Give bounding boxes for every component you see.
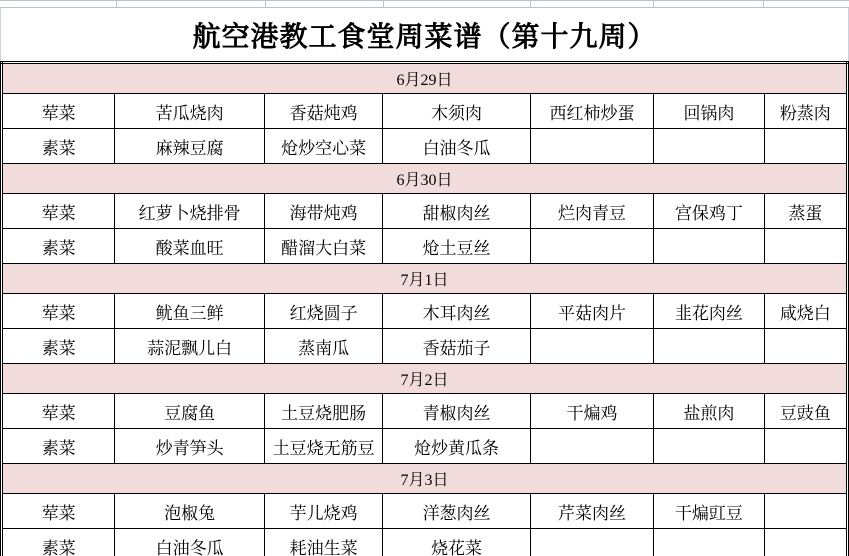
dish-cell: 苦瓜烧肉 — [115, 94, 265, 129]
dish-cell — [530, 129, 653, 164]
dish-cell: 干煸鸡 — [530, 394, 653, 429]
title-bar — [0, 8, 849, 61]
dish-cell: 木耳肉丝 — [383, 294, 531, 329]
dish-cell: 白油冬瓜 — [383, 129, 531, 164]
dish-cell — [764, 429, 847, 464]
row-type-label: 素菜 — [2, 529, 115, 556]
row-type-label: 荤菜 — [2, 494, 115, 529]
date-header-row — [2, 464, 848, 494]
row-type-label: 素菜 — [2, 329, 115, 364]
gridline — [383, 1, 384, 7]
dish-cell: 木须肉 — [383, 94, 531, 129]
dish-cell: 炝炒黄瓜条 — [383, 429, 531, 464]
dish-cell — [530, 529, 653, 556]
veg-dishes-row — [2, 529, 848, 556]
meat-dishes-row — [2, 394, 848, 429]
dish-cell — [764, 329, 847, 364]
date-header-row — [2, 164, 848, 194]
date-header: 7月1日 — [2, 264, 848, 294]
dish-cell: 耗油生菜 — [264, 529, 382, 556]
dish-cell: 香菇茄子 — [383, 329, 531, 364]
dish-cell — [764, 494, 847, 529]
date-header: 7月3日 — [2, 464, 848, 494]
row-type-label: 荤菜 — [2, 294, 115, 329]
row-type-label: 荤菜 — [2, 194, 115, 229]
dish-cell — [654, 329, 764, 364]
row-type-label: 素菜 — [2, 129, 115, 164]
veg-dishes-row — [2, 429, 848, 464]
meat-dishes-row — [2, 194, 848, 229]
spreadsheet-gridline-strip — [0, 0, 849, 8]
dish-cell: 西红柿炒蛋 — [530, 94, 653, 129]
date-header: 7月2日 — [2, 364, 848, 394]
dish-cell: 红烧圆子 — [264, 294, 382, 329]
dish-cell — [654, 229, 764, 264]
dish-cell: 炝炒空心菜 — [264, 129, 382, 164]
dish-cell: 土豆烧无筋豆 — [264, 429, 382, 464]
dish-cell: 香菇炖鸡 — [264, 94, 382, 129]
dish-cell: 麻辣豆腐 — [115, 129, 265, 164]
dish-cell: 蒸蛋 — [764, 194, 847, 229]
dish-cell — [654, 129, 764, 164]
dish-cell: 红萝卜烧排骨 — [115, 194, 265, 229]
gridline — [530, 1, 531, 7]
dish-cell: 豆豉鱼 — [764, 394, 847, 429]
dish-cell — [764, 229, 847, 264]
date-header-row — [2, 364, 848, 394]
veg-dishes-row — [2, 329, 848, 364]
dish-cell: 粉蒸肉 — [764, 94, 847, 129]
dish-cell — [764, 529, 847, 556]
dish-cell: 烧花菜 — [383, 529, 531, 556]
row-type-label: 荤菜 — [2, 94, 115, 129]
dish-cell: 平菇肉片 — [530, 294, 653, 329]
gridline — [653, 1, 654, 7]
dish-cell: 醋溜大白菜 — [264, 229, 382, 264]
dish-cell: 甜椒肉丝 — [383, 194, 531, 229]
dish-cell: 烂肉青豆 — [530, 194, 653, 229]
page-title: 航空港教工食堂周菜谱（第十九周） — [192, 21, 657, 53]
gridline — [265, 1, 266, 7]
veg-dishes-row — [2, 229, 848, 264]
date-header-row — [2, 264, 848, 294]
dish-cell: 蒜泥飘儿白 — [115, 329, 265, 364]
dish-cell: 干煸豇豆 — [654, 494, 764, 529]
meat-dishes-row — [2, 494, 848, 529]
dish-cell: 芋儿烧鸡 — [264, 494, 382, 529]
dish-cell — [764, 129, 847, 164]
dish-cell: 炝土豆丝 — [383, 229, 531, 264]
dish-cell — [654, 429, 764, 464]
dish-cell: 炒青笋头 — [115, 429, 265, 464]
dish-cell: 青椒肉丝 — [383, 394, 531, 429]
gridline — [116, 1, 117, 7]
row-type-label: 荤菜 — [2, 394, 115, 429]
date-header: 6月30日 — [2, 164, 848, 194]
veg-dishes-row — [2, 129, 848, 164]
dish-cell — [530, 229, 653, 264]
gridline — [763, 1, 764, 7]
date-header: 6月29日 — [2, 63, 848, 94]
dish-cell: 芹菜肉丝 — [530, 494, 653, 529]
dish-cell: 酸菜血旺 — [115, 229, 265, 264]
dish-cell: 回锅肉 — [654, 94, 764, 129]
dish-cell — [530, 329, 653, 364]
dish-cell: 咸烧白 — [764, 294, 847, 329]
dish-cell: 泡椒兔 — [115, 494, 265, 529]
dish-cell: 豆腐鱼 — [115, 394, 265, 429]
dish-cell: 盐煎肉 — [654, 394, 764, 429]
dish-cell — [654, 529, 764, 556]
dish-cell: 土豆烧肥肠 — [264, 394, 382, 429]
row-type-label: 素菜 — [2, 429, 115, 464]
dish-cell: 洋葱肉丝 — [383, 494, 531, 529]
row-type-label: 素菜 — [2, 229, 115, 264]
dish-cell: 白油冬瓜 — [115, 529, 265, 556]
dish-cell: 蒸南瓜 — [264, 329, 382, 364]
meat-dishes-row — [2, 94, 848, 129]
dish-cell: 鱿鱼三鲜 — [115, 294, 265, 329]
date-header-row — [2, 63, 848, 94]
weekly-menu-table — [0, 61, 849, 556]
dish-cell: 海带炖鸡 — [264, 194, 382, 229]
dish-cell: 韭花肉丝 — [654, 294, 764, 329]
dish-cell — [530, 429, 653, 464]
dish-cell: 宫保鸡丁 — [654, 194, 764, 229]
meat-dishes-row — [2, 294, 848, 329]
